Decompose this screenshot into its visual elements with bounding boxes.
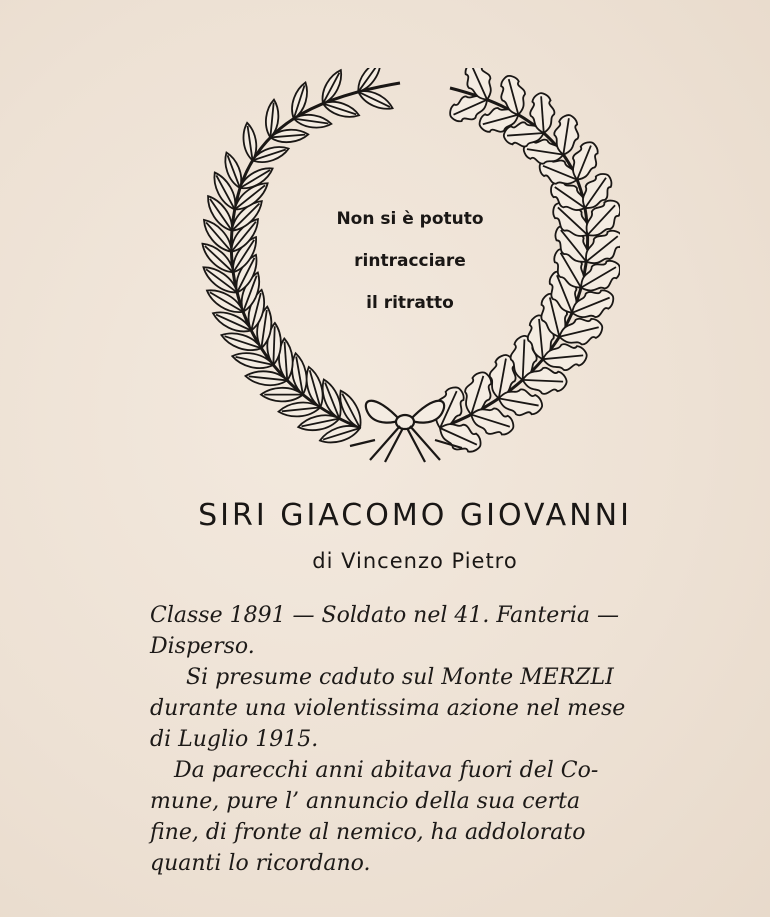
caption-line: il ritratto [366, 293, 454, 313]
father-name: di Vincenzo Pietro [312, 549, 518, 573]
bio-line: di Luglio 1915. [150, 727, 319, 752]
biography [150, 600, 690, 879]
bio-line: Si presume caduto sul Monte MERZLI [186, 665, 614, 690]
bio-line: Disperso. [150, 634, 255, 659]
soldier-name: SIRI GIACOMO GIOVANNI [198, 498, 632, 533]
bio-line: Da parecchi anni abitava fuori del Co- [174, 758, 599, 783]
caption-line: rintracciare [354, 251, 466, 271]
bio-line: Classe 1891 — Soldato nel 41. Fanteria — [150, 603, 619, 628]
bio-line: durante una violentissima azione nel mese [150, 696, 626, 721]
caption-line: Non si è potuto [336, 209, 484, 229]
bio-line: fine, di fronte al nemico, ha addolorato [150, 820, 586, 845]
bio-line: quanti lo ricordano. [150, 851, 371, 876]
missing-portrait-caption [300, 198, 520, 324]
bio-line: mune, pure l’ annuncio della sua certa [150, 789, 581, 814]
